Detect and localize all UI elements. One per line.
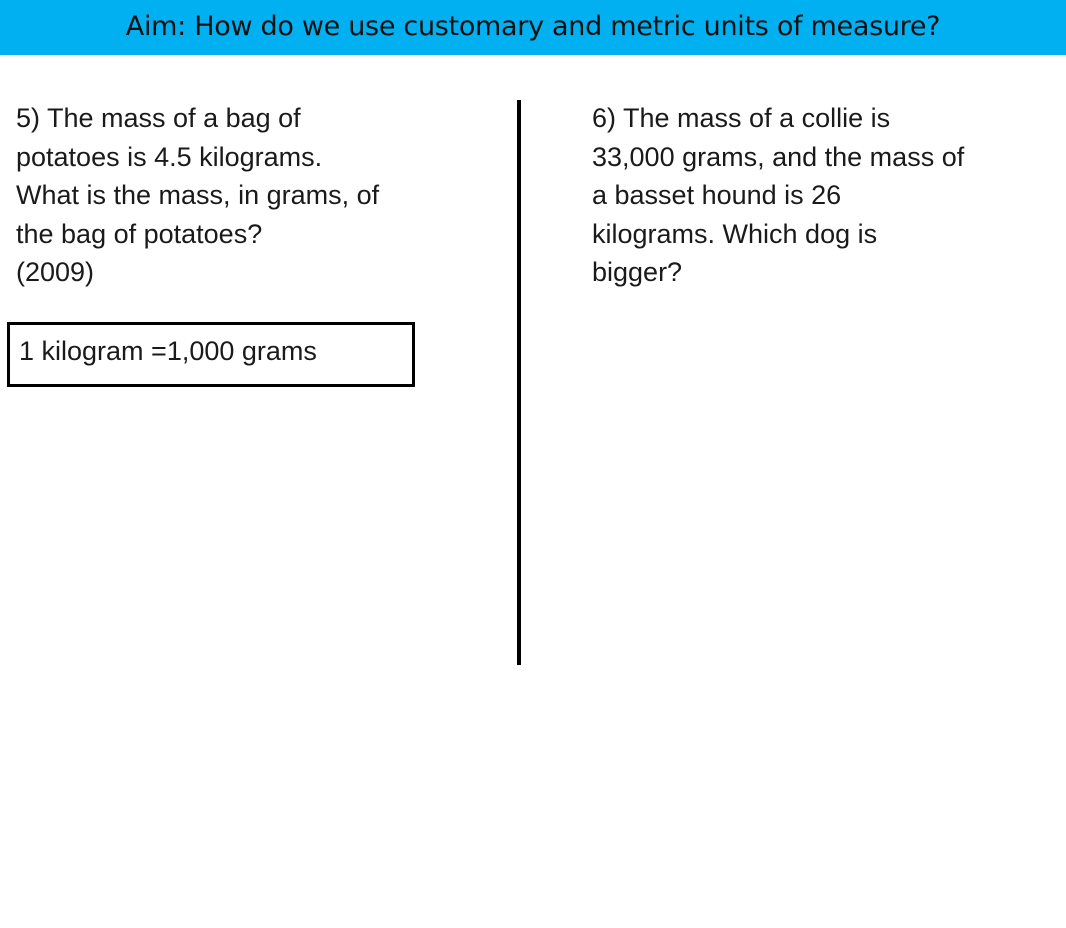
question-6-text: 6) The mass of a collie is 33,000 grams, and the mass of a basset hound is 26 kilograms. Which dog is bigger?	[592, 103, 965, 287]
page-title: Aim: How do we use customary and metric units of measure?	[125, 11, 941, 42]
column-divider	[517, 100, 521, 665]
conversion-hint-text: 1 kilogram =1,000 grams	[19, 336, 317, 366]
header-bar	[0, 0, 1066, 55]
question-5-text: 5) The mass of a bag of potatoes is 4.5 kilograms. What is the mass, in grams, of the bag of potatoes? (2009)	[16, 103, 380, 287]
conversion-hint-box	[7, 322, 415, 387]
